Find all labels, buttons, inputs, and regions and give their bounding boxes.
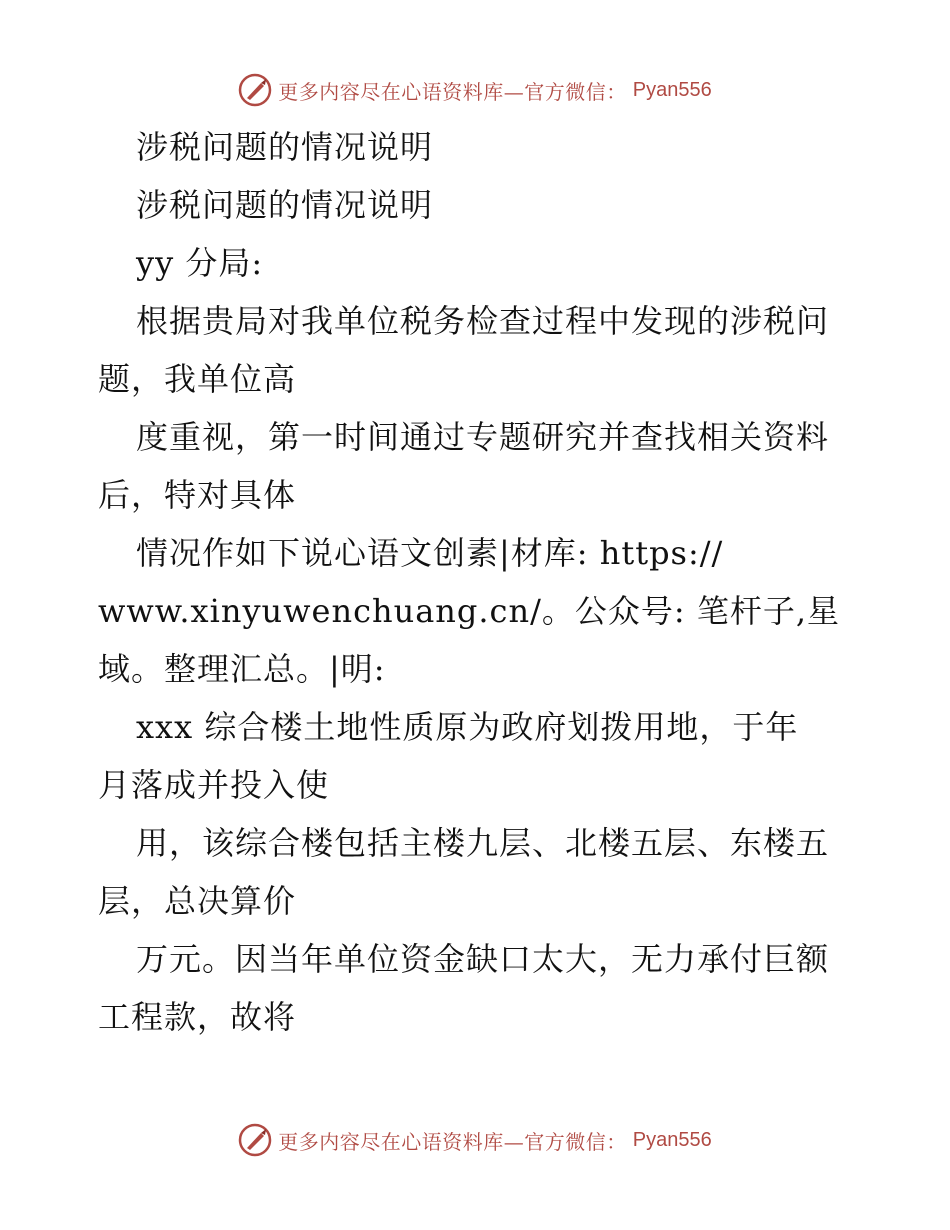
document-title: 涉税问题的情况说明 (136, 128, 434, 166)
paragraph-line: 后，特对具体 (98, 476, 297, 514)
paragraph-line: 用，该综合楼包括主楼九层、北楼五层、东楼五 (136, 824, 830, 862)
footer-banner (0, 1120, 950, 1160)
paragraph-line: 度重视，第一时间通过专题研究并查找相关资料 (136, 418, 830, 456)
paragraph-line: 根据贵局对我单位税务检查过程中发现的涉税问 (136, 302, 830, 340)
paragraph-line: 域。整理汇总。|明: (98, 650, 386, 688)
paragraph-line: 情况作如下说心语文创素|材库: https:// (136, 534, 724, 572)
paragraph-line: 层，总决算价 (98, 882, 297, 920)
quill-logo-icon (238, 1123, 272, 1157)
document-body (98, 118, 858, 1046)
paragraph-line: xxx 综合楼土地性质原为政府划拨用地，于年 (136, 708, 799, 746)
paragraph-line: 题，我单位高 (98, 360, 297, 398)
paragraph-line: 万元。因当年单位资金缺口太大，无力承付巨额 (136, 940, 830, 978)
document-heading: 涉税问题的情况说明 (136, 186, 434, 224)
footer-banner-text: 更多内容尽在心语资料库—官方微信： (278, 1129, 627, 1154)
header-banner-text: 更多内容尽在心语资料库—官方微信： (278, 79, 627, 104)
header-banner (0, 70, 950, 110)
paragraph-line: 月落成并投入使 (98, 766, 330, 804)
paragraph-line: 工程款，故将 (98, 998, 297, 1036)
addressee-line: yy 分局: (136, 244, 264, 282)
footer-banner-id: Pyan556 (632, 1128, 712, 1151)
quill-logo-icon (238, 73, 272, 107)
header-banner-id: Pyan556 (632, 78, 712, 101)
paragraph-line: www.xinyuwenchuang.cn/。公众号: 笔杆子,星 (98, 592, 840, 630)
